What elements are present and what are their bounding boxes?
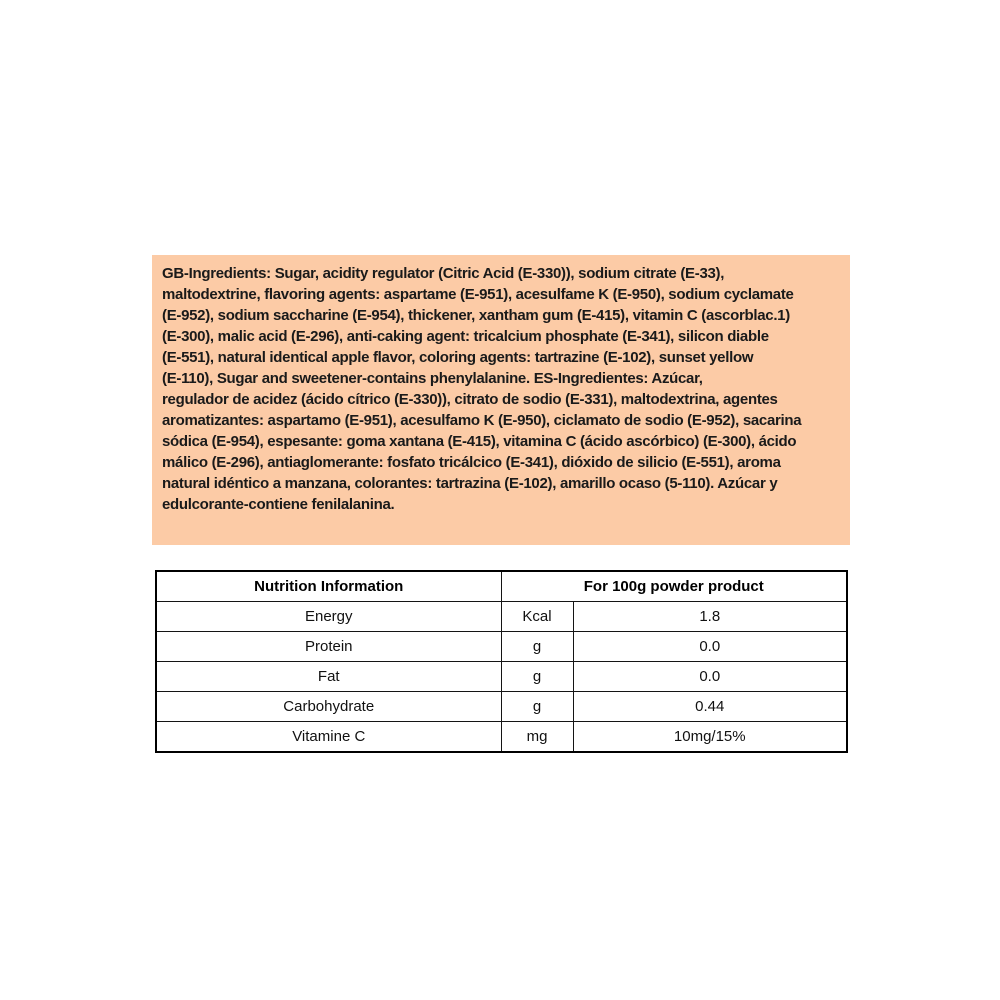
nutrient-cell: Carbohydrate bbox=[156, 692, 501, 722]
ingredients-line: sódica (E-954), espesante: goma xantana (E-415), vitamina C (ácido ascórbico) (E-300), ácido bbox=[162, 433, 797, 450]
value-cell: 0.0 bbox=[573, 632, 847, 662]
ingredients-line: natural idéntico a manzana, colorantes: tartrazina (E-102), amarillo ocaso (5-110). Azúcar y bbox=[162, 475, 778, 492]
value-cell: 1.8 bbox=[573, 602, 847, 632]
ingredients-line: (E-551), natural identical apple flavor, coloring agents: tartrazine (E-102), sunset yellow bbox=[162, 349, 754, 366]
nutrition-info-header: Nutrition Information bbox=[156, 571, 501, 602]
ingredients-line: (E-952), sodium saccharine (E-954), thickener, xantham gum (E-415), vitamin C (ascorblac.1) bbox=[162, 307, 790, 324]
table-row-fat bbox=[156, 662, 847, 692]
table-row-vitamine-c bbox=[156, 722, 847, 753]
nutrient-cell: Vitamine C bbox=[156, 722, 501, 753]
table-row-energy bbox=[156, 602, 847, 632]
nutrition-table bbox=[155, 570, 848, 753]
ingredients-panel bbox=[152, 255, 850, 545]
value-cell: 0.0 bbox=[573, 662, 847, 692]
value-cell: 0.44 bbox=[573, 692, 847, 722]
nutrient-cell: Protein bbox=[156, 632, 501, 662]
unit-cell: g bbox=[501, 692, 573, 722]
value-cell: 10mg/15% bbox=[573, 722, 847, 753]
unit-cell: Kcal bbox=[501, 602, 573, 632]
ingredients-line: maltodextrine, flavoring agents: aspartame (E-951), acesulfame K (E-950), sodium cyclamate bbox=[162, 286, 794, 303]
table-row-protein bbox=[156, 632, 847, 662]
ingredients-line: (E-300), malic acid (E-296), anti-caking agent: tricalcium phosphate (E-341), silicon diable bbox=[162, 328, 769, 345]
ingredients-line: málico (E-296), antiaglomerante: fosfato tricálcico (E-341), dióxido de silicio (E-551), aroma bbox=[162, 454, 781, 471]
ingredients-line: edulcorante-contiene fenilalanina. bbox=[162, 496, 395, 513]
ingredients-line: GB-Ingredients: Sugar, acidity regulator (Citric Acid (E-330)), sodium citrate (E-33), bbox=[162, 265, 725, 282]
amount-header: For 100g powder product bbox=[501, 571, 847, 602]
nutrient-cell: Fat bbox=[156, 662, 501, 692]
table-row-carbohydrate bbox=[156, 692, 847, 722]
unit-cell: mg bbox=[501, 722, 573, 753]
unit-cell: g bbox=[501, 632, 573, 662]
unit-cell: g bbox=[501, 662, 573, 692]
ingredients-line: (E-110), Sugar and sweetener-contains phenylalanine. ES-Ingredientes: Azúcar, bbox=[162, 370, 703, 387]
ingredients-line: regulador de acidez (ácido cítrico (E-330)), citrato de sodio (E-331), maltodextrina, agentes bbox=[162, 391, 778, 408]
nutrient-cell: Energy bbox=[156, 602, 501, 632]
table-header-row bbox=[156, 571, 847, 602]
ingredients-line: aromatizantes: aspartamo (E-951), acesulfamo K (E-950), ciclamato de sodio (E-952), sacarina bbox=[162, 412, 802, 429]
